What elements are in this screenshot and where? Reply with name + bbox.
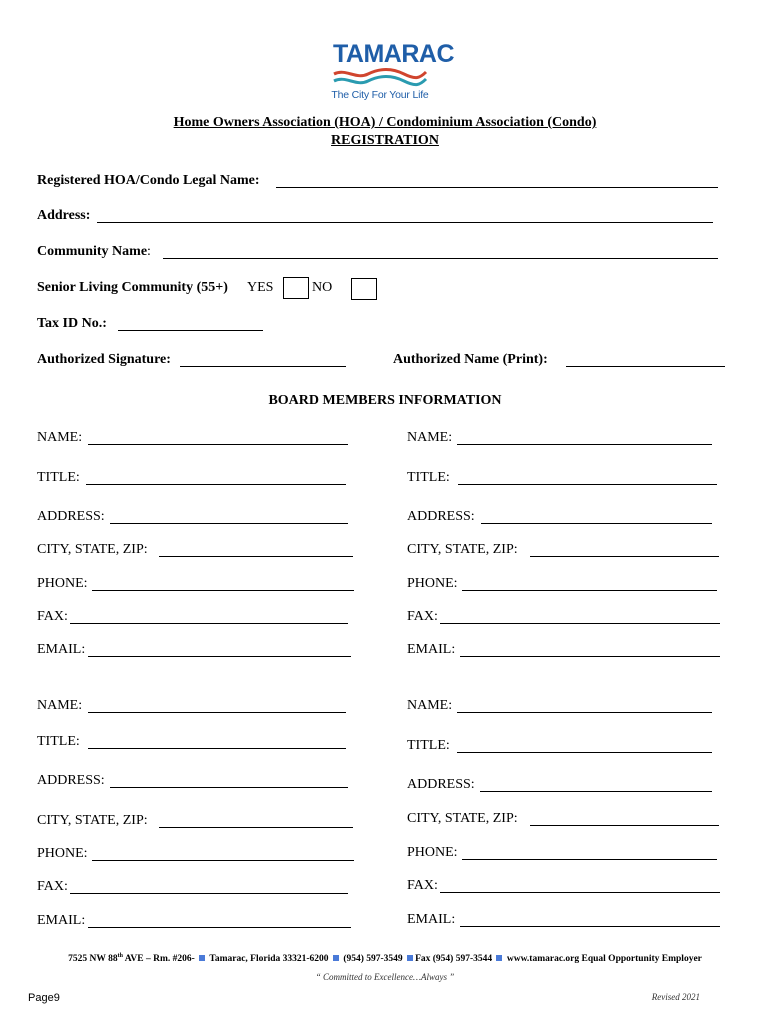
footer-website: www.tamarac.org Equal Opportunity Employer — [504, 954, 702, 965]
member3-name-field[interactable] — [88, 712, 346, 713]
member2-title-field[interactable] — [458, 484, 717, 485]
member3-email-field[interactable] — [88, 927, 351, 928]
member3-fax-field[interactable] — [70, 893, 348, 894]
member3-city-field[interactable] — [159, 827, 353, 828]
member3-title-label: TITLE: — [37, 734, 80, 749]
member1-phone-label: PHONE: — [37, 576, 88, 591]
member4-title-label: TITLE: — [407, 738, 450, 753]
footer-address-suffix: th — [117, 953, 123, 959]
member1-name-field[interactable] — [88, 444, 348, 445]
square-bullet-icon — [407, 955, 413, 961]
footer-motto: “ Committed to Excellence…Always ” — [315, 972, 455, 982]
form-subtitle: REGISTRATION — [331, 133, 439, 148]
board-members-heading: BOARD MEMBERS INFORMATION — [268, 393, 502, 408]
senior-yes-checkbox[interactable] — [283, 277, 309, 299]
member4-title-field[interactable] — [457, 752, 712, 753]
member1-title-label: TITLE: — [37, 470, 80, 485]
logo-wordmark: TAMARAC — [333, 40, 455, 68]
member2-fax-field[interactable] — [440, 623, 720, 624]
logo-waves-icon — [332, 66, 428, 88]
senior-yes-label: YES — [247, 280, 274, 295]
member3-fax-label: FAX: — [37, 879, 68, 894]
member1-phone-field[interactable] — [92, 590, 354, 591]
member2-fax-label: FAX: — [407, 609, 438, 624]
member4-fax-label: FAX: — [407, 878, 438, 893]
member4-address-label: ADDRESS: — [407, 777, 475, 792]
member3-name-label: NAME: — [37, 698, 83, 713]
member2-title-label: TITLE: — [407, 470, 450, 485]
member4-phone-label: PHONE: — [407, 845, 458, 860]
member3-address-field[interactable] — [110, 787, 348, 788]
community-name-field[interactable] — [163, 258, 718, 259]
authorized-signature-label: Authorized Signature: — [37, 352, 171, 367]
member4-name-field[interactable] — [457, 712, 712, 713]
member4-name-label: NAME: — [407, 698, 453, 713]
footer-address: 7525 NW 88 — [68, 954, 118, 965]
member1-fax-field[interactable] — [70, 623, 348, 624]
page-number: Page9 — [28, 992, 60, 1004]
member4-address-field[interactable] — [480, 791, 712, 792]
tax-id-field[interactable] — [118, 330, 263, 331]
member1-address-label: ADDRESS: — [37, 509, 105, 524]
member4-city-field[interactable] — [530, 825, 719, 826]
member4-fax-field[interactable] — [440, 892, 720, 893]
square-bullet-icon — [333, 955, 339, 961]
member1-email-label: EMAIL: — [37, 642, 86, 657]
member3-address-label: ADDRESS: — [37, 773, 105, 788]
member4-email-label: EMAIL: — [407, 912, 456, 927]
member4-email-field[interactable] — [460, 926, 720, 927]
member1-title-field[interactable] — [86, 484, 346, 485]
revised-date: Revised 2021 — [651, 992, 700, 1002]
member2-address-label: ADDRESS: — [407, 509, 475, 524]
member3-phone-label: PHONE: — [37, 846, 88, 861]
legal-name-label: Registered HOA/Condo Legal Name: — [37, 173, 260, 188]
member1-name-label: NAME: — [37, 430, 83, 445]
member3-email-label: EMAIL: — [37, 913, 86, 928]
tax-id-label: Tax ID No.: — [37, 316, 107, 331]
authorized-name-label: Authorized Name (Print): — [393, 352, 548, 367]
footer-address-room: AVE – Rm. #206- — [122, 954, 198, 965]
member1-fax-label: FAX: — [37, 609, 68, 624]
member2-city-label: CITY, STATE, ZIP: — [407, 542, 518, 557]
member3-city-label: CITY, STATE, ZIP: — [37, 813, 148, 828]
authorized-name-field[interactable] — [566, 366, 725, 367]
member3-title-field[interactable] — [88, 748, 346, 749]
member2-name-label: NAME: — [407, 430, 453, 445]
member2-phone-field[interactable] — [462, 590, 717, 591]
footer-phone: (954) 597-3549 — [340, 954, 406, 965]
address-label: Address: — [37, 208, 91, 223]
square-bullet-icon — [199, 955, 205, 961]
member1-city-label: CITY, STATE, ZIP: — [37, 542, 148, 557]
member4-phone-field[interactable] — [462, 859, 717, 860]
member2-city-field[interactable] — [530, 556, 719, 557]
footer-fax: Fax (954) 597-3544 — [415, 954, 495, 965]
member4-city-label: CITY, STATE, ZIP: — [407, 811, 518, 826]
senior-no-checkbox[interactable] — [351, 278, 377, 300]
member1-city-field[interactable] — [159, 556, 353, 557]
member2-email-label: EMAIL: — [407, 642, 456, 657]
community-name-label: Community Name: — [37, 244, 151, 259]
legal-name-field[interactable] — [276, 187, 718, 188]
address-field[interactable] — [97, 222, 713, 223]
footer-contact-line — [0, 953, 770, 964]
footer-city: Tamarac, Florida 33321-6200 — [207, 954, 331, 965]
authorized-signature-field[interactable] — [180, 366, 346, 367]
form-title: Home Owners Association (HOA) / Condominium Association (Condo) — [173, 115, 597, 130]
member1-email-field[interactable] — [88, 656, 351, 657]
senior-no-label: NO — [312, 280, 333, 295]
member2-address-field[interactable] — [481, 523, 712, 524]
square-bullet-icon — [496, 955, 502, 961]
senior-living-label: Senior Living Community (55+) — [37, 280, 228, 295]
member2-email-field[interactable] — [460, 656, 720, 657]
member2-phone-label: PHONE: — [407, 576, 458, 591]
member1-address-field[interactable] — [110, 523, 348, 524]
logo-tagline: The City For Your Life — [331, 89, 429, 101]
member2-name-field[interactable] — [457, 444, 712, 445]
member3-phone-field[interactable] — [92, 860, 354, 861]
